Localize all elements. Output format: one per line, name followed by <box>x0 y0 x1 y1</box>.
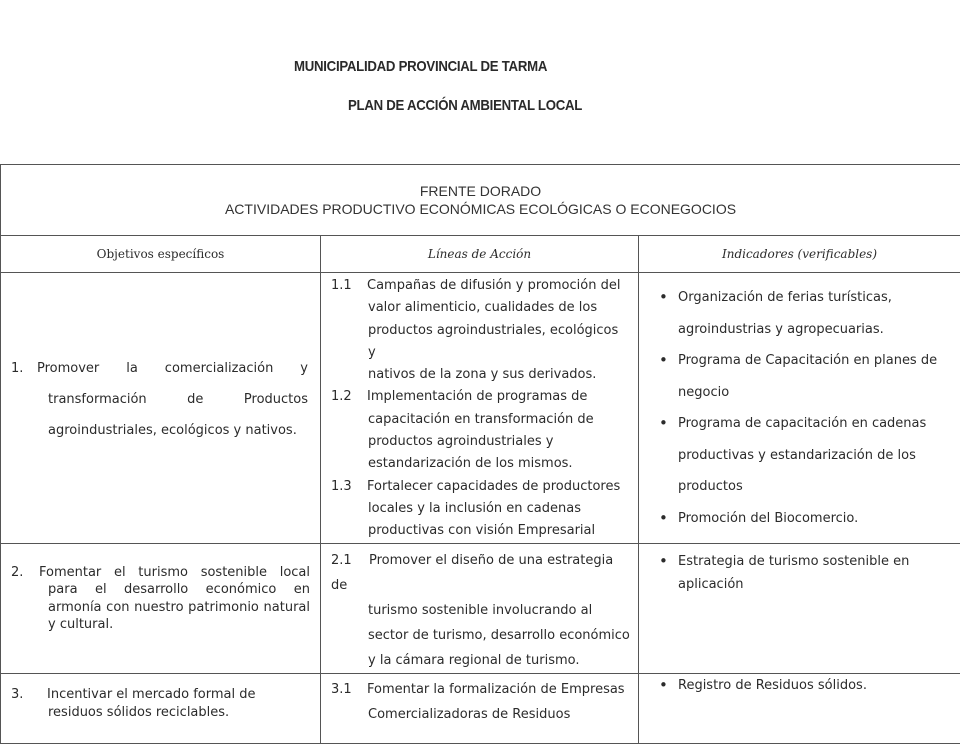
action-line: Campañas de difusión y promoción del <box>367 278 620 293</box>
objective-text <box>11 353 308 446</box>
objective-line: Incentivar el mercado formal de <box>47 687 256 702</box>
action-line: productos agroindustriales y <box>329 431 630 453</box>
objective-line: Fomentar el turismo sostenible local <box>39 565 310 580</box>
objective-line: para el desarrollo económico en <box>11 581 310 599</box>
indicator-item: • Registro de Residuos sólidos. <box>649 674 948 697</box>
objective-line: Promover la comercialización y <box>37 361 308 376</box>
action-line: productos agroindustriales, ecológicos y <box>329 320 630 365</box>
action-line: y la cámara regional de turismo. <box>329 648 630 673</box>
action-line: Implementación de programas de <box>367 389 587 404</box>
col-header-lineas: Líneas de Acción <box>321 236 639 273</box>
action-plan-table <box>0 164 960 744</box>
col-header-objetivos: Objetivos específicos <box>1 236 321 273</box>
action-number: 1.1 <box>331 275 367 297</box>
action-line: locales y la inclusión en cadenas <box>329 498 630 520</box>
action-line: estandarización de los mismos. <box>329 453 630 475</box>
objective-cell <box>1 543 321 673</box>
action-item <box>329 476 630 543</box>
indicator-item: • Programa de capacitación en cadenas productivas y estandarización de los productos <box>649 408 948 503</box>
action-number: 1.3 <box>331 476 367 498</box>
frente-header <box>1 165 960 236</box>
objective-number: 1. <box>11 353 37 384</box>
indicator-item: • Estrategia de turismo sostenible en aplicación <box>649 550 948 596</box>
action-line: sector de turismo, desarrollo económico <box>329 623 630 648</box>
action-item <box>329 275 630 386</box>
indicators-cell <box>639 673 960 743</box>
action-item <box>329 548 630 673</box>
indicators-cell <box>639 273 960 544</box>
action-number: 1.2 <box>331 386 367 408</box>
actions-cell <box>321 543 639 673</box>
indicator-list <box>649 674 948 697</box>
table-row <box>1 673 960 743</box>
actions-cell <box>321 673 639 743</box>
objective-number: 3. <box>11 686 47 704</box>
indicator-list <box>649 282 948 534</box>
objective-line: armonía con nuestro patrimonio natural <box>11 599 310 617</box>
objective-line: y cultural. <box>11 616 310 634</box>
objective-cell <box>1 673 321 743</box>
action-line: Fortalecer capacidades de productores <box>367 479 620 494</box>
action-line: Promover el diseño de una estrategia de <box>331 553 613 593</box>
action-line: Comercializadoras de Residuos <box>329 702 630 727</box>
action-line: valor alimenticio, cualidades de los <box>329 297 630 319</box>
objective-line: transformación de Productos <box>11 384 308 415</box>
action-number: 2.1 <box>331 548 369 573</box>
indicators-cell <box>639 543 960 673</box>
action-line: nativos de la zona y sus derivados. <box>329 364 630 386</box>
municipality-title: MUNICIPALIDAD PROVINCIAL DE TARMA <box>294 58 547 75</box>
action-item <box>329 386 630 475</box>
action-number: 3.1 <box>331 677 367 702</box>
indicator-item: • Organización de ferias turísticas, agroindustrias y agropecuarias. <box>649 282 948 345</box>
indicator-list <box>649 550 948 596</box>
objective-number: 2. <box>11 564 39 582</box>
action-line: productivas con visión Empresarial <box>329 520 630 542</box>
action-item <box>329 677 630 727</box>
table-row <box>1 543 960 673</box>
frente-name: FRENTE DORADO <box>1 182 960 200</box>
objective-line: residuos sólidos reciclables. <box>11 704 310 722</box>
action-line: Fomentar la formalización de Empresas <box>367 682 625 697</box>
frente-description: ACTIVIDADES PRODUCTIVO ECONÓMICAS ECOLÓGICAS O ECONEGOCIOS <box>1 200 960 218</box>
action-line: turismo sostenible involucrando al <box>329 598 630 623</box>
indicator-item: • Promoción del Biocomercio. <box>649 503 948 535</box>
indicator-item: • Programa de Capacitación en planes de negocio <box>649 345 948 408</box>
table-row <box>1 273 960 544</box>
actions-cell <box>321 273 639 544</box>
col-header-indicadores: Indicadores (verificables) <box>639 236 960 273</box>
objective-line: agroindustriales, ecológicos y nativos. <box>11 415 308 446</box>
plan-title: PLAN DE ACCIÓN AMBIENTAL LOCAL <box>348 97 582 114</box>
action-line: capacitación en transformación de <box>329 409 630 431</box>
objective-cell <box>1 273 321 544</box>
